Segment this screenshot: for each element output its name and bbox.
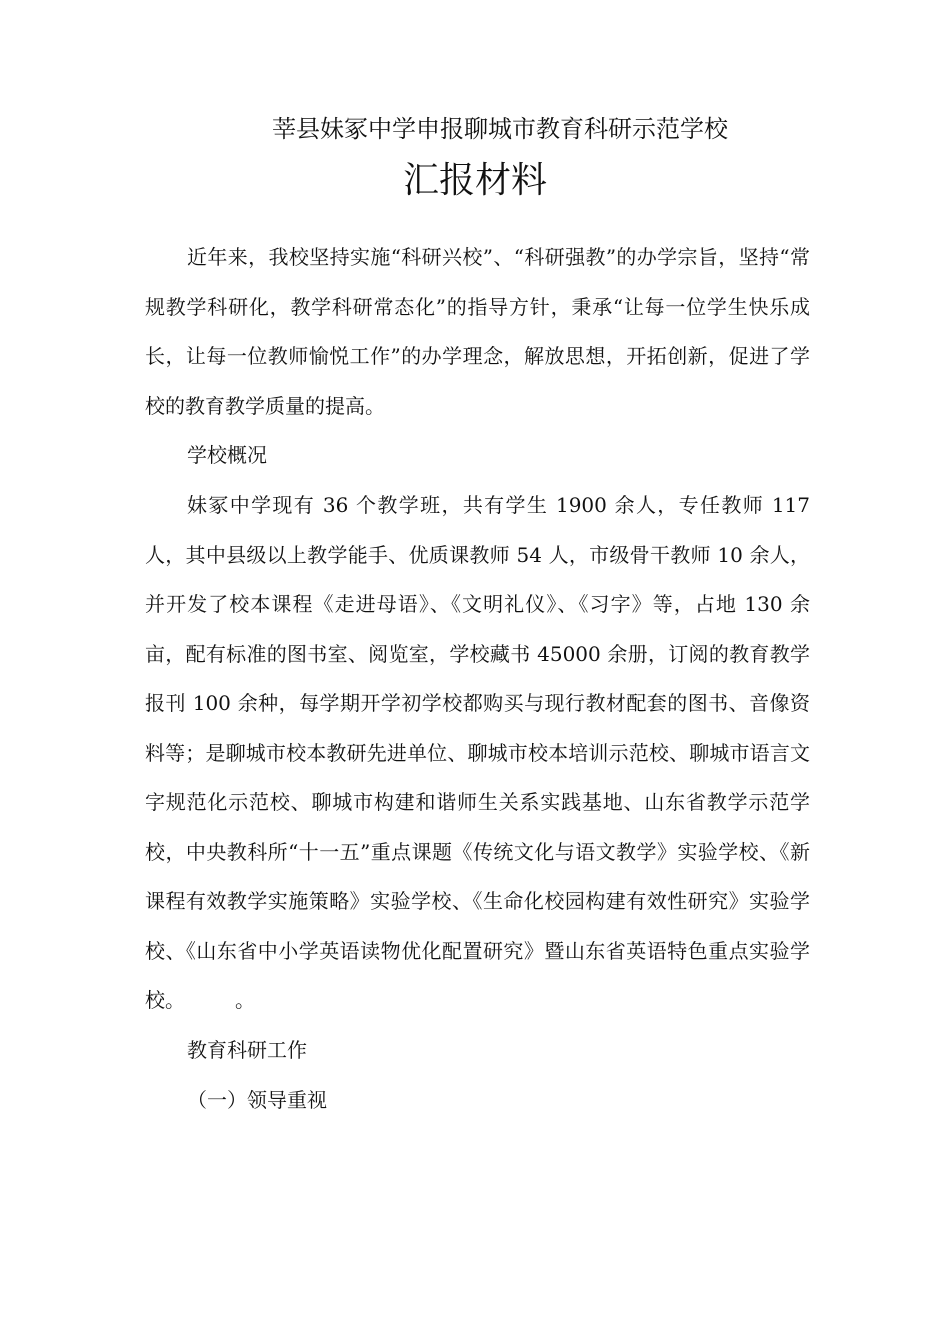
intro-paragraph-text: 近年来，我校坚持实施“科研兴校”、“科研强教”的办学宗旨，坚持“常规教学科研化，教学科研常态化”的指导方针，秉承“让每一位学生快乐成长，让每一位教师愉悦工作”的办学理念，解放思想，开拓创新，促进了学校的教育教学质量的提高。 (145, 245, 810, 418)
school-overview-heading-text: 学校概况 (187, 443, 267, 467)
overview-paragraph-text: 妹冢中学现有 36 个教学班，共有学生 1900 余人，专任教师 117 人，其中县级以上教学能手、优质课教师 54 人，市级骨干教师 10 余人，并开发了校本课程《走进母语》、《文明礼仪》、《习字》等，占地 130 余亩，配有标准的图书室、阅览室，学校藏书 45000 余册，订阅的教育教学报刊 100 余种，每学期开学初学校都购买与现行教材配套的图书、音像资料等；是聊城市校本教研先进单位、聊城市校本培训示范校、聊城市语言文字规范化示范校、聊城市构建和谐师生关系实践基地、山东省教学示范学校，中央教科所“十一五”重点课题《传统文化与语文教学》实验学校、《新课程有效教学实施策略》实验学校、《生命化校园构建有效性研究》实验学校、《山东省中小学英语读物优化配置研究》暨山东省英语特色重点实验学校。 。 (145, 493, 810, 1012)
overview-paragraph (145, 481, 810, 1026)
research-work-heading-text: 教育科研工作 (187, 1038, 307, 1062)
intro-paragraph (145, 233, 810, 431)
leadership-subheading (145, 1076, 810, 1126)
school-overview-heading (145, 431, 810, 481)
leadership-subheading-text: （一）领导重视 (187, 1088, 327, 1112)
document-title-line2: 汇报材料 (402, 160, 547, 201)
research-work-heading (145, 1026, 810, 1076)
document-title-line1: 莘县妹冢中学申报聊城市教育科研示范学校 (272, 115, 728, 143)
